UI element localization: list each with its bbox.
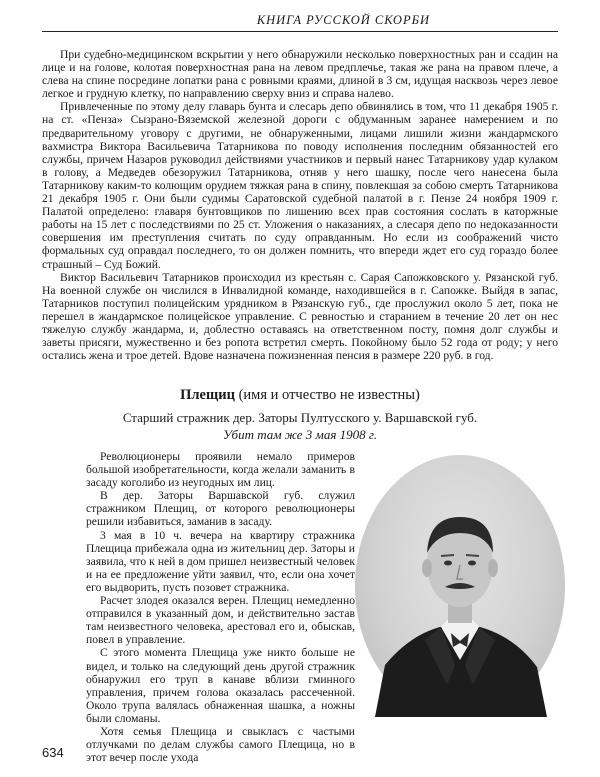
portrait-illustration [355,455,565,717]
person-name: Плещиц [180,387,235,403]
page-number: 634 [42,745,64,760]
paragraph: При судебно-медицинском вскрытии у него обнаружили несколько поверхностных ран и ссадин на лице и на голове, колотая поверхностная рана на левом предплечье, такая же рана на правом плече, а слева на спине посредине лопатки рана с ровными краями, длиной в 3 см, идущая насквозь через левое легкое и грудную клетку, по направлению сверху вниз и справа налево. [42,48,558,101]
running-header: КНИГА РУССКОЙ СКОРБИ [256,13,430,27]
person-heading [42,387,558,404]
paragraph: Виктор Васильевич Татарников происходил из крестьян с. Сарая Сапожковского у. Рязанской губ. На военной службе он числился в Инвалидной команде, находившейся в г. Сапожке. Выйдя в запас, Татарников поступил полицейским урядником в Рязанскую губ., где прослужил около 5 лет, пока не перешел в жандармское полицейское управление. С ревностью и старанием в течение 20 лет он нес тяжелую службу жандарма, и, доблестно оставаясь на ответственном посту, помня долг службы и заветы присяги, мужественно и без ропота встретил смерть. Покойному было 52 года от роду; у него остались жена и трое детей. Вдове назначена пожизненная пенсия в размере 220 руб. в год. [42,270,558,363]
paragraph: В дер. Заторы Варшавской губ. служил стражником Плещиц, от которого революционеры решили избавиться, заманив в засаду. [86,489,355,529]
person-position: Старший стражник дер. Заторы Пултусского у. Варшавской губ. [122,410,478,425]
header-rule [42,31,558,32]
paragraph: Революционеры проявили немало примеров большой изобретательности, когда желали заманить в засаду коголибо из неугодных им лиц. [86,450,355,490]
portrait-photo [355,455,565,717]
section2-text [86,450,355,765]
paragraph: Хотя семья Плещица и свыкласъ с частыми отлучками по делам службы самого Плещица, но в этот вечер после ухода [86,724,355,765]
person-death-date: Убит там же 3 мая 1908 г. [222,427,378,442]
paragraph: Расчет злодея оказался верен. Плещиц немедленно отправился в указанный дом, и действительно застав там неизвестного человека, арестовал его и, обыскав, повел в управление. [86,594,355,647]
paragraph: 3 мая в 10 ч. вечера на квартиру стражника Плещица прибежала одна из жительниц дер. Заторы и заявила, что к ней в дом пришел неизвестный человек и на ее предложение уйти заявил, что, если она хочет его выдворить, пусть позовет стражника. [86,528,355,594]
paragraph: С этого момента Плещица уже никто больше не видел, и только на следующий день другой стражник обнаружил его труп в канаве вблизи гминного управления, причем голова оказалась рассеченной. Около трупа валялась обнаженная шашка, а ножны были сломаны. [86,646,355,725]
person-name-note: (имя и отчество не известны) [234,387,420,403]
section1-text [42,48,558,366]
paragraph: Привлеченные по этому делу главарь бунта и слесарь депо обвинялись в том, что 11 декабря 1905 г. на ст. «Пенза» Сызрано-Вяземской железной дороги с обдуманным заранее намерением и по предварительному уговору с другими, не обнаруженными, лицами лишили жизни жандармского вахмистра Виктора Васильевича Татарникова по поводу исполнения последним обязанностей его службы, причем Назаров руководил действиями участников и первый нанес Татарникову удар кулаком в голову, а Медведев обезоружил Татарникова, отняв у него шашку, после чего нанесена была Татарникову каким-то колющим орудием тяжкая рана в спину, повлекшая за собою смерть Татарникова 21 декабря 1905 г. Они были судимы Саратовской судебной палатой в г. Пензе 24 ноября 1909 г. Палатой определено: главаря бунтовщиков по лишению всех прав состояния сослать в каторжные работы на 15 лет с последствиями по 25 ст. Уложения о наказаниях, а слесаря депо по недоказанности совершения им преступления считать по суду оправданным. Но если из соображений чисто формальных суд оправдал последнего, то он должен помнить, что впереди ждет его суд гораздо более страшный – Суд Божий. [42,100,558,271]
